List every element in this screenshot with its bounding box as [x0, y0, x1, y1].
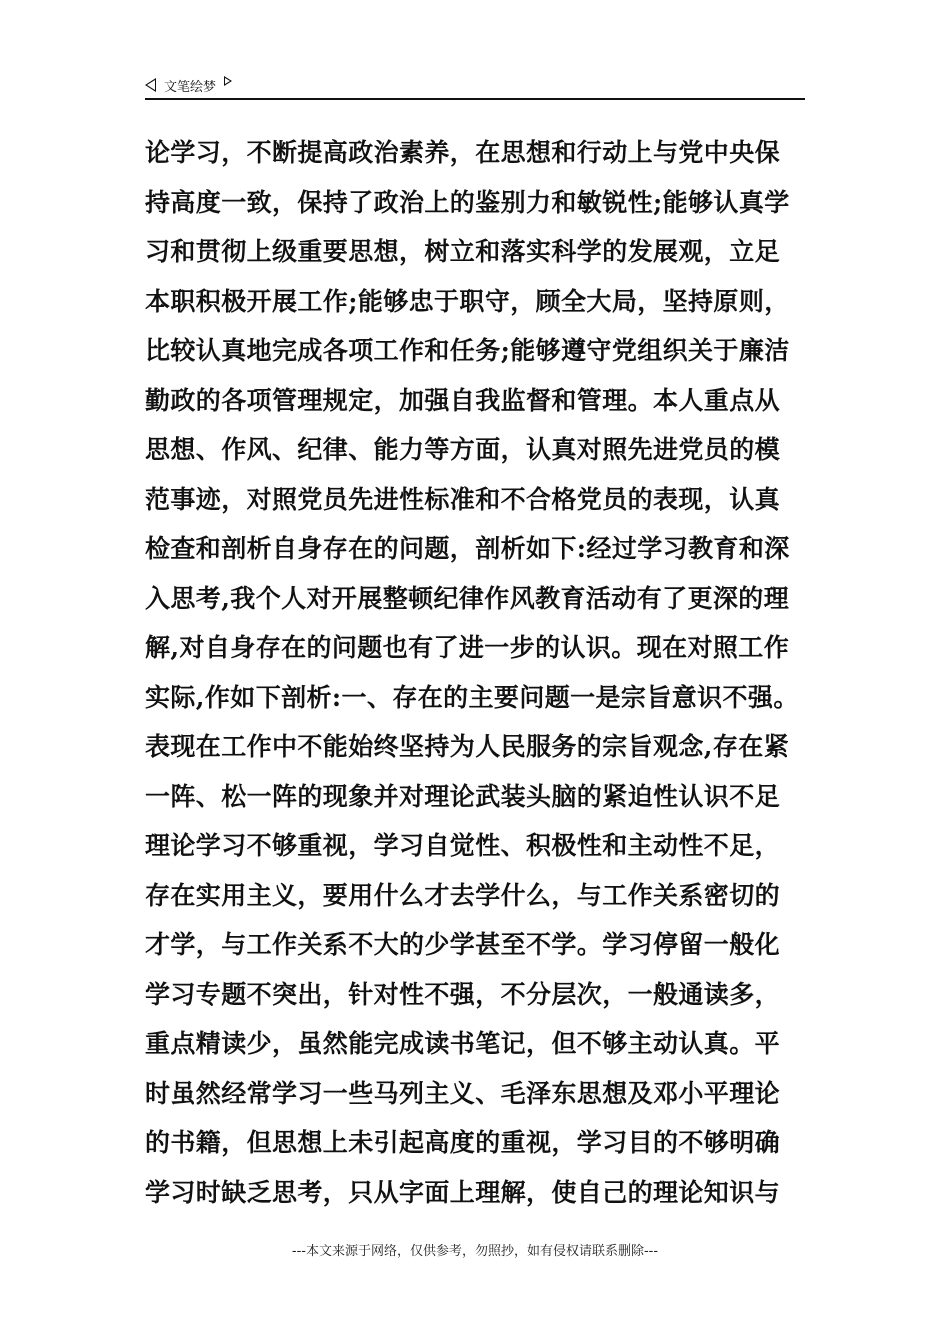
text-line: 时虽然经常学习一些马列主义、毛泽东思想及邓小平理论 — [145, 1078, 781, 1108]
text-line: 存在实用主义，要用什么才去学什么，与工作关系密切的 — [145, 880, 781, 910]
text-line: 才学，与工作关系不大的少学甚至不学。学习停留一般化 — [145, 930, 781, 959]
text-line: 表现在工作中不能始终坚持为人民服务的宗旨观念,存在紧 — [145, 732, 790, 761]
text-line: 习和贯彻上级重要思想，树立和落实科学的发展观，立足 — [145, 237, 781, 266]
text-line: 检查和剖析自身存在的问题，剖析如下:经过学习教育和深 — [145, 534, 790, 563]
text-line: 论学习，不断提高政治素养，在思想和行动上与党中央保 — [145, 138, 781, 167]
text-line: 本职积极开展工作;能够忠于职守，顾全大局，坚持原则， — [145, 286, 790, 316]
text-line: 比较认真地完成各项工作和任务;能够遵守党组织关于廉洁 — [145, 336, 790, 365]
text-line: 一阵、松一阵的现象并对理论武装头脑的紧迫性认识不足 — [145, 781, 781, 811]
text-line: 入思考,我个人对开展整顿纪律作风教育活动有了更深的理 — [145, 583, 790, 613]
text-line: 解,对自身存在的问题也有了进一步的认识。现在对照工作 — [145, 633, 790, 662]
text-line: 持高度一致，保持了政治上的鉴别力和敏锐性;能够认真学 — [145, 187, 790, 217]
text-line: 重点精读少，虽然能完成读书笔记，但不够主动认真。平 — [145, 1029, 781, 1058]
triangle-left-icon — [145, 78, 156, 92]
text-line: 实际,作如下剖析:一、存在的主要问题一是宗旨意识不强。 — [145, 682, 799, 712]
text-line: 学习专题不突出，针对性不强，不分层次，一般通读多， — [145, 979, 781, 1009]
document-body — [145, 128, 810, 1217]
text-line: 思想、作风、纪律、能力等方面，认真对照先进党员的模 — [145, 435, 781, 464]
text-line: 学习时缺乏思考，只从字面上理解，使自己的理论知识与 — [145, 1177, 781, 1207]
text-line: 理论学习不够重视，学习自觉性、积极性和主动性不足， — [145, 831, 781, 860]
text-line: 勤政的各项管理规定，加强自我监督和管理。本人重点从 — [145, 385, 781, 415]
header-title: 文笔绘梦 — [164, 79, 217, 95]
page-header — [145, 72, 805, 100]
text-line: 的书籍，但思想上未引起高度的重视，学习目的不够明确 — [145, 1128, 781, 1157]
triangle-right-icon — [224, 76, 232, 86]
page-footer: ---本文来源于网络，仅供参考，勿照抄，如有侵权请联系删除--- — [291, 1244, 659, 1259]
text-line: 范事迹，对照党员先进性标准和不合格党员的表现，认真 — [145, 484, 781, 514]
